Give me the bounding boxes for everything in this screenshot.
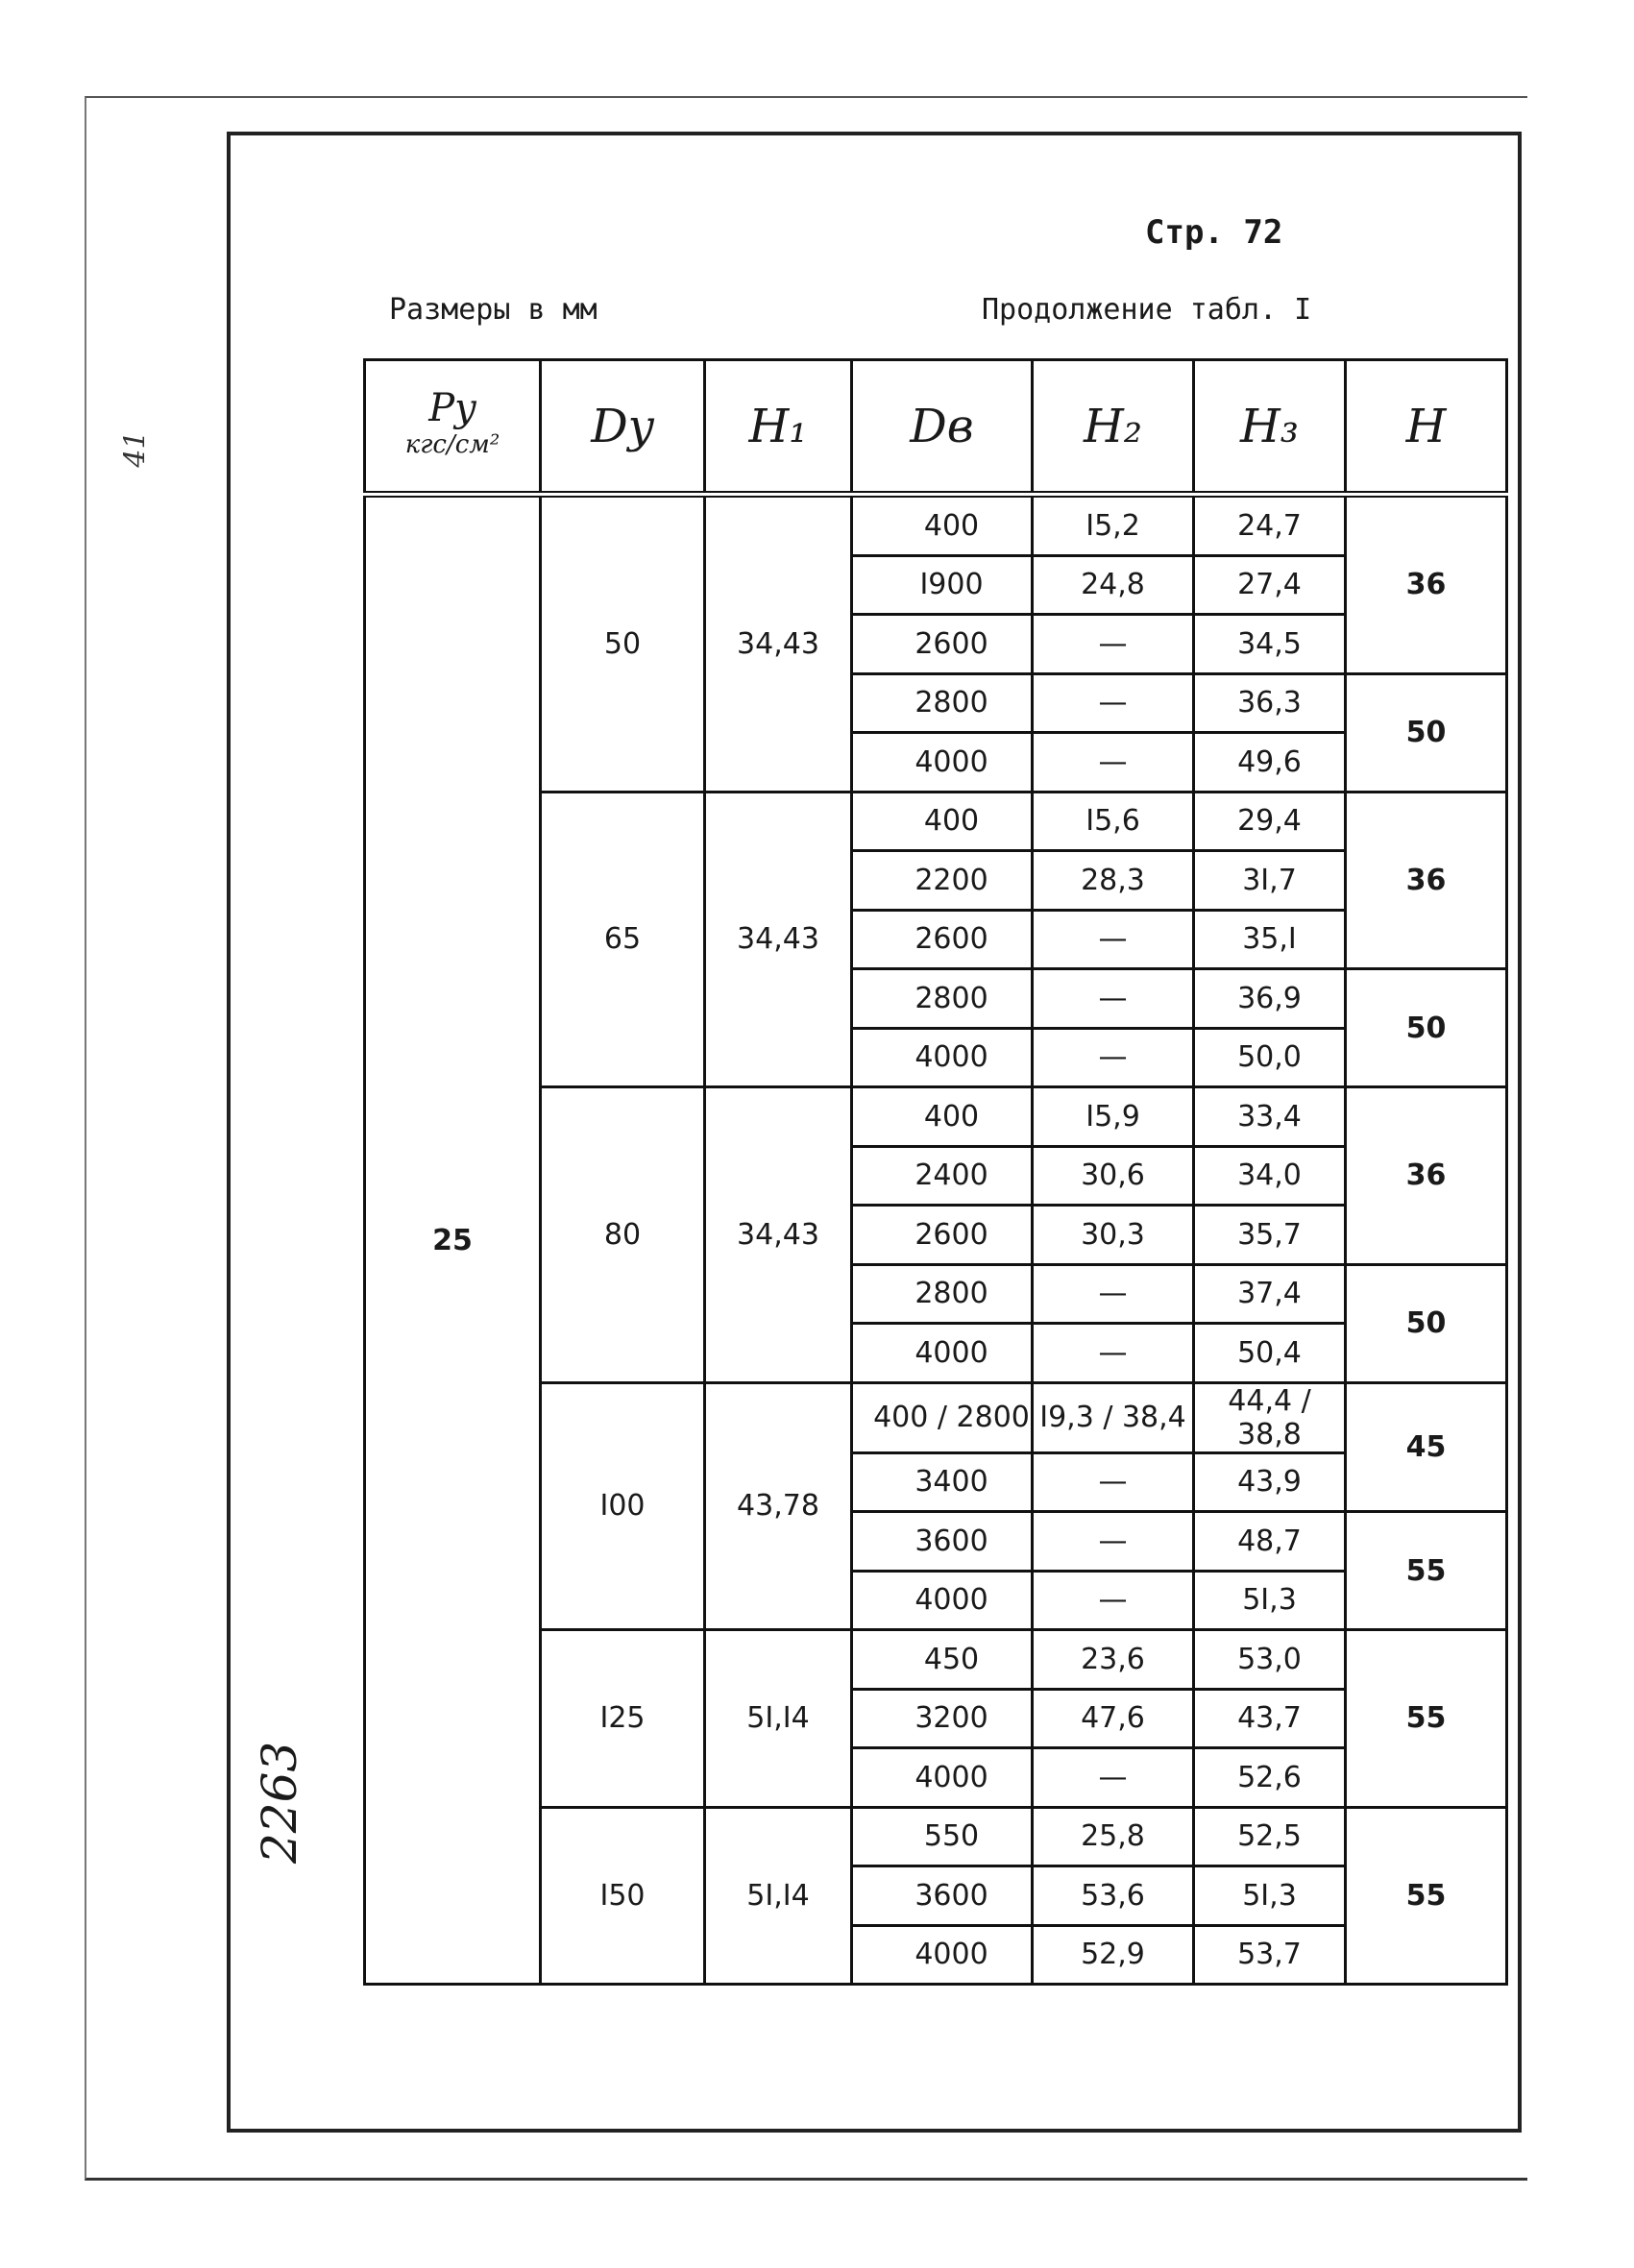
cell-h: 55	[1346, 1512, 1507, 1630]
cell-h2: —	[1033, 910, 1194, 969]
cell-h2: 47,6	[1033, 1689, 1194, 1748]
dimensions-table	[363, 358, 1508, 1986]
cell-h2: —	[1033, 733, 1194, 793]
cell-db: 2800	[852, 969, 1033, 1029]
cell-h2: I5,2	[1033, 495, 1194, 556]
cell-h: 36	[1346, 1087, 1507, 1265]
cell-h3: 33,4	[1194, 1087, 1346, 1147]
cell-h2: —	[1033, 1324, 1194, 1383]
cell-h3: 35,7	[1194, 1206, 1346, 1265]
cell-h: 50	[1346, 1264, 1507, 1382]
cell-dy: 80	[541, 1087, 705, 1383]
cell-dy: I25	[541, 1630, 705, 1808]
cell-h3: 36,9	[1194, 969, 1346, 1029]
cell-db: 550	[852, 1807, 1033, 1866]
cell-h: 50	[1346, 673, 1507, 792]
header-dy: Dy	[541, 360, 705, 495]
cell-h3: 36,3	[1194, 673, 1346, 733]
header-py-unit: кгс/см²	[404, 429, 500, 459]
cell-db: 400	[852, 1087, 1033, 1147]
continuation-label: Продолжение табл. I	[982, 293, 1312, 327]
cell-db: 2800	[852, 1264, 1033, 1324]
cell-h3: 35,I	[1194, 910, 1346, 969]
cell-h2: 28,3	[1033, 851, 1194, 911]
cell-h1: 5I,I4	[705, 1630, 852, 1808]
cell-h3: 52,5	[1194, 1807, 1346, 1866]
cell-h3: 5I,3	[1194, 1866, 1346, 1926]
cell-h1: 34,43	[705, 1087, 852, 1383]
cell-db: 2800	[852, 673, 1033, 733]
header-py-symbol: Py	[428, 385, 476, 430]
cell-h3: 43,9	[1194, 1452, 1346, 1512]
cell-h3: 50,4	[1194, 1324, 1346, 1383]
cell-h2: I5,6	[1033, 792, 1194, 851]
table-row	[365, 495, 1507, 556]
cell-h3: 37,4	[1194, 1264, 1346, 1324]
header-db: Dв	[852, 360, 1033, 495]
cell-db: 4000	[852, 1324, 1033, 1383]
cell-db: 3200	[852, 1689, 1033, 1748]
cell-h3: 52,6	[1194, 1748, 1346, 1808]
cell-h2: I9,3 / 38,4	[1033, 1382, 1194, 1452]
cell-db: 3600	[852, 1512, 1033, 1572]
cell-db: 4000	[852, 1028, 1033, 1087]
cell-db: 4000	[852, 733, 1033, 793]
cell-dy: 65	[541, 792, 705, 1087]
cell-h2: —	[1033, 673, 1194, 733]
cell-h: 36	[1346, 792, 1507, 969]
cell-h2: —	[1033, 615, 1194, 674]
header-h2: H₂	[1033, 360, 1194, 495]
header-h: H	[1346, 360, 1507, 495]
units-label: Размеры в мм	[389, 293, 598, 327]
cell-h3: 44,4 / 38,8	[1194, 1382, 1346, 1452]
header-h3: H₃	[1194, 360, 1346, 495]
cell-h2: I5,9	[1033, 1087, 1194, 1147]
cell-db: 4000	[852, 1748, 1033, 1808]
cell-h3: 5I,3	[1194, 1571, 1346, 1630]
cell-h3: 53,7	[1194, 1925, 1346, 1985]
cell-db: 2600	[852, 615, 1033, 674]
cell-h3: 3I,7	[1194, 851, 1346, 911]
cell-h2: —	[1033, 1264, 1194, 1324]
cell-db: 2600	[852, 910, 1033, 969]
cell-h3: 49,6	[1194, 733, 1346, 793]
cell-h2: 52,9	[1033, 1925, 1194, 1985]
cell-db: 400	[852, 495, 1033, 556]
cell-h2: —	[1033, 1571, 1194, 1630]
cell-db: 400 / 2800	[852, 1382, 1033, 1452]
cell-h3: 29,4	[1194, 792, 1346, 851]
cell-db: 400	[852, 792, 1033, 851]
header-h1: H₁	[705, 360, 852, 495]
cell-db: 2400	[852, 1146, 1033, 1206]
cell-h3: 48,7	[1194, 1512, 1346, 1572]
margin-note: 41	[118, 430, 153, 468]
cell-h2: —	[1033, 969, 1194, 1029]
cell-h2: 23,6	[1033, 1630, 1194, 1690]
cell-h3: 24,7	[1194, 495, 1346, 556]
cell-h2: 24,8	[1033, 555, 1194, 615]
cell-h: 36	[1346, 495, 1507, 674]
table-body	[365, 495, 1507, 1985]
table-header-row	[365, 360, 1507, 495]
cell-h3: 34,5	[1194, 615, 1346, 674]
cell-h: 55	[1346, 1630, 1507, 1808]
cell-dy: 50	[541, 495, 705, 793]
cell-h3: 53,0	[1194, 1630, 1346, 1690]
cell-db: I900	[852, 555, 1033, 615]
cell-h2: 25,8	[1033, 1807, 1194, 1866]
cell-h2: —	[1033, 1748, 1194, 1808]
archive-number: 2263	[252, 1741, 307, 1864]
cell-db: 2600	[852, 1206, 1033, 1265]
cell-h3: 50,0	[1194, 1028, 1346, 1087]
cell-db: 4000	[852, 1571, 1033, 1630]
cell-h1: 34,43	[705, 495, 852, 793]
cell-h1: 34,43	[705, 792, 852, 1087]
cell-h2: —	[1033, 1512, 1194, 1572]
cell-h3: 43,7	[1194, 1689, 1346, 1748]
page-number: Стр. 72	[1145, 213, 1283, 252]
cell-db: 450	[852, 1630, 1033, 1690]
cell-h: 50	[1346, 969, 1507, 1087]
cell-h2: 30,3	[1033, 1206, 1194, 1265]
cell-h2: —	[1033, 1452, 1194, 1512]
header-py	[365, 360, 541, 495]
cell-h3: 34,0	[1194, 1146, 1346, 1206]
cell-dy: I50	[541, 1807, 705, 1985]
cell-h1: 5I,I4	[705, 1807, 852, 1985]
cell-db: 3600	[852, 1866, 1033, 1926]
cell-py-value: 25	[365, 495, 541, 1985]
cell-db: 3400	[852, 1452, 1033, 1512]
cell-h: 55	[1346, 1807, 1507, 1985]
cell-h2: 53,6	[1033, 1866, 1194, 1926]
cell-h3: 27,4	[1194, 555, 1346, 615]
cell-h2: 30,6	[1033, 1146, 1194, 1206]
cell-dy: I00	[541, 1382, 705, 1630]
cell-h1: 43,78	[705, 1382, 852, 1630]
cell-h2: —	[1033, 1028, 1194, 1087]
cell-h: 45	[1346, 1382, 1507, 1512]
cell-db: 4000	[852, 1925, 1033, 1985]
cell-db: 2200	[852, 851, 1033, 911]
